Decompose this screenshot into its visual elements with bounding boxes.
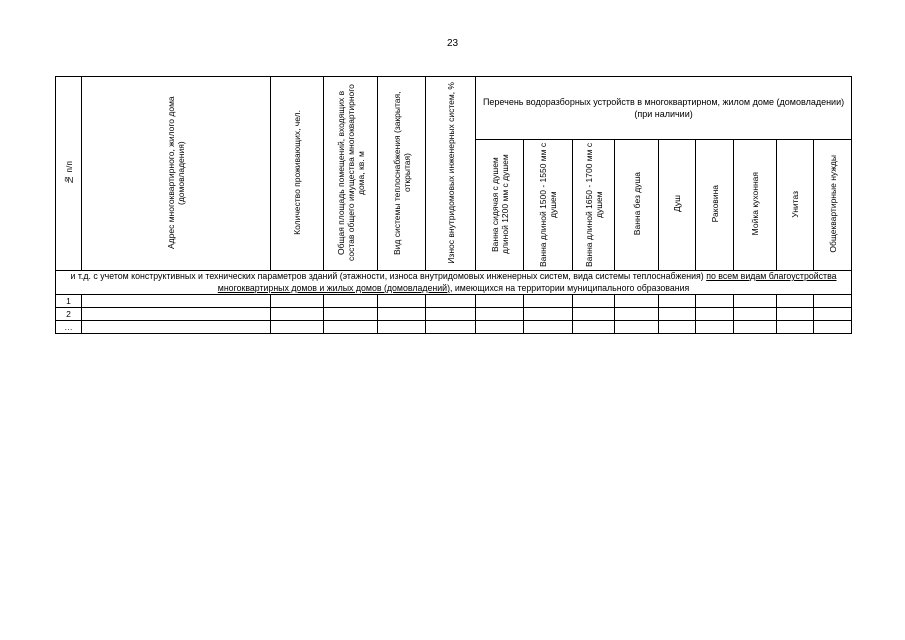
header-fixtures-group: Перечень водоразборных устройств в многоквартирном, жилом доме (домовладении) (при наличии) bbox=[476, 77, 852, 140]
fixtures-table bbox=[55, 76, 852, 334]
header-fixture-shower: Душ bbox=[659, 140, 696, 271]
header-fixture-sit-bath: Ванна сидячая с душем длиной 1200 мм с душем bbox=[476, 140, 524, 271]
header-fixture-sink: Раковина bbox=[696, 140, 734, 271]
row-number: 2 bbox=[56, 308, 82, 321]
table-row bbox=[56, 308, 852, 321]
header-fixture-bath-no-shower: Ванна без душа bbox=[615, 140, 659, 271]
header-row-1 bbox=[56, 77, 852, 140]
header-fixture-kitchen-sink: Мойка кухонная bbox=[734, 140, 777, 271]
header-fixture-common-needs: Общеквартирные нужды bbox=[814, 140, 852, 271]
row-number: 1 bbox=[56, 295, 82, 308]
header-wear: Износ внутридомовых инженерных систем, % bbox=[426, 77, 476, 271]
header-residents: Количество проживающих, чел. bbox=[271, 77, 324, 271]
page-number: 23 bbox=[446, 38, 459, 49]
header-fixture-bath-1500: Ванна длиной 1500 - 1550 мм с душем bbox=[524, 140, 573, 271]
note-row bbox=[56, 271, 852, 295]
note-text: и т.д. с учетом конструктивных и технических параметров зданий (этажности, износа внутридомовых инженерных систем, вида системы теплоснабжения) по всем видам благоустройства многоквартирных домов и жилых домов (домовладений), имеющихся на территории муниципального образования bbox=[56, 271, 852, 295]
header-num: № п/п bbox=[56, 77, 82, 271]
row-number: … bbox=[56, 321, 82, 334]
header-area: Общая площадь помещений, входящих в состав общего имущества многоквартирного дома, кв. м bbox=[324, 77, 378, 271]
header-fixture-bath-1650: Ванна длиной 1650 - 1700 мм с душем bbox=[573, 140, 615, 271]
table-row bbox=[56, 321, 852, 334]
table-row bbox=[56, 295, 852, 308]
header-fixture-toilet: Унитаз bbox=[777, 140, 814, 271]
header-heating: Вид системы теплоснабжения (закрытая, открытая) bbox=[378, 77, 426, 271]
header-address: Адрес многоквартирного, жилого дома (домовладения) bbox=[82, 77, 271, 271]
